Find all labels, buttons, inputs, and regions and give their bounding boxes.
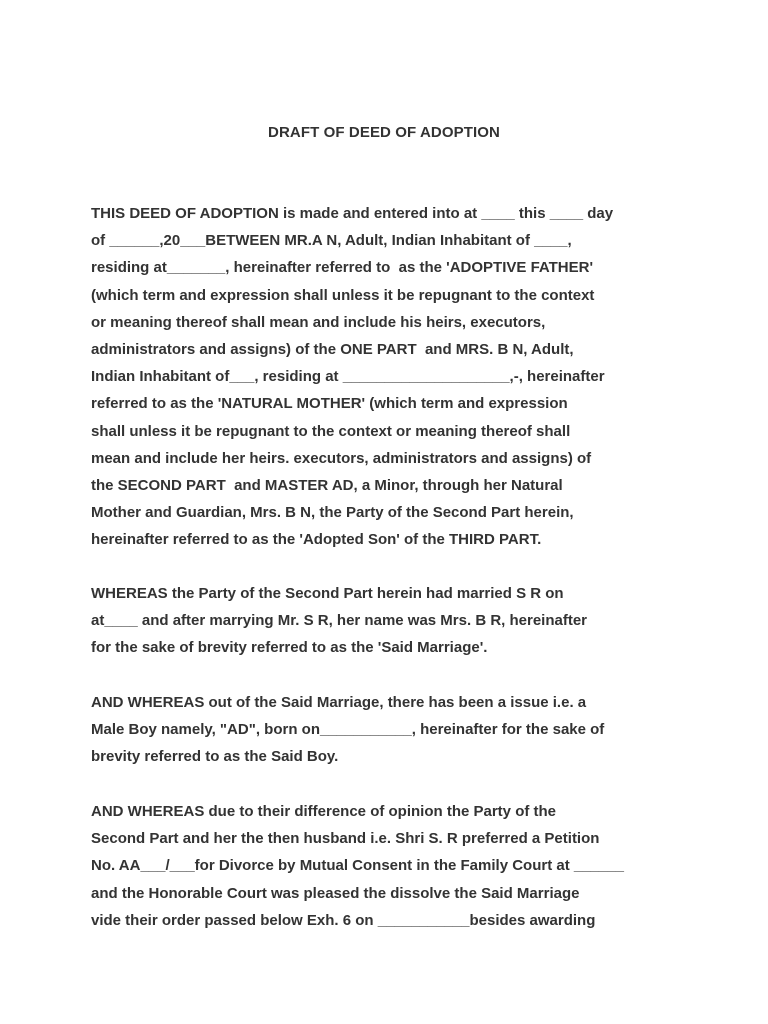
paragraph-whereas-marriage (91, 580, 691, 662)
text-line: administrators and assigns) of the ONE PART and MRS. B N, Adult, (91, 340, 574, 358)
paragraph-parties (91, 200, 691, 553)
text-line: residing at_______, hereinafter referred to as the 'ADOPTIVE FATHER' (91, 259, 594, 277)
text-line: hereinafter referred to as the 'Adopted Son' of the THIRD PART. (91, 531, 542, 549)
text-line: AND WHEREAS out of the Said Marriage, there has been a issue i.e. a (91, 694, 587, 711)
text-line: AND WHEREAS due to their difference of opinion the Party of the (91, 803, 557, 820)
text-line: for the sake of brevity referred to as the 'Said Marriage'. (91, 639, 488, 657)
paragraph-whereas-divorce (91, 798, 691, 934)
text-line: of ______,20___BETWEEN MR.A N, Adult, Indian Inhabitant of ____, (91, 232, 572, 250)
text-line: Indian Inhabitant of___, residing at ____________________,-, hereinafter (91, 368, 605, 386)
text-line: referred to as the 'NATURAL MOTHER' (which term and expression (91, 395, 568, 413)
text-line: mean and include her heirs. executors, administrators and assigns) of (91, 449, 592, 467)
text-line: vide their order passed below Exh. 6 on ___________besides awarding (91, 911, 596, 929)
document-title: DRAFT OF DEED OF ADOPTION (268, 124, 500, 141)
text-line: at____ and after marrying Mr. S R, her name was Mrs. B R, hereinafter (91, 612, 588, 630)
text-line: Male Boy namely, "AD", born on___________, hereinafter for the sake of (91, 721, 605, 739)
text-line: and the Honorable Court was pleased the dissolve the Said Marriage (91, 884, 580, 902)
text-line: Mother and Guardian, Mrs. B N, the Party of the Second Part herein, (91, 504, 574, 522)
text-line: Second Part and her the then husband i.e. Shri S. R preferred a Petition (91, 830, 600, 848)
text-line: WHEREAS the Party of the Second Part herein had married S R on (91, 585, 564, 602)
paragraph-whereas-issue (91, 689, 691, 771)
text-line: the SECOND PART and MASTER AD, a Minor, through her Natural (91, 476, 563, 494)
text-line: brevity referred to as the Said Boy. (91, 748, 339, 766)
text-line: shall unless it be repugnant to the context or meaning thereof shall (91, 422, 571, 440)
text-line: or meaning thereof shall mean and include his heirs, executors, (91, 313, 546, 331)
text-line: No. AA___/___for Divorce by Mutual Consent in the Family Court at ______ (91, 857, 624, 875)
text-line: THIS DEED OF ADOPTION is made and entered into at ____ this ____ day (91, 205, 614, 222)
text-line: (which term and expression shall unless it be repugnant to the context (91, 286, 595, 304)
